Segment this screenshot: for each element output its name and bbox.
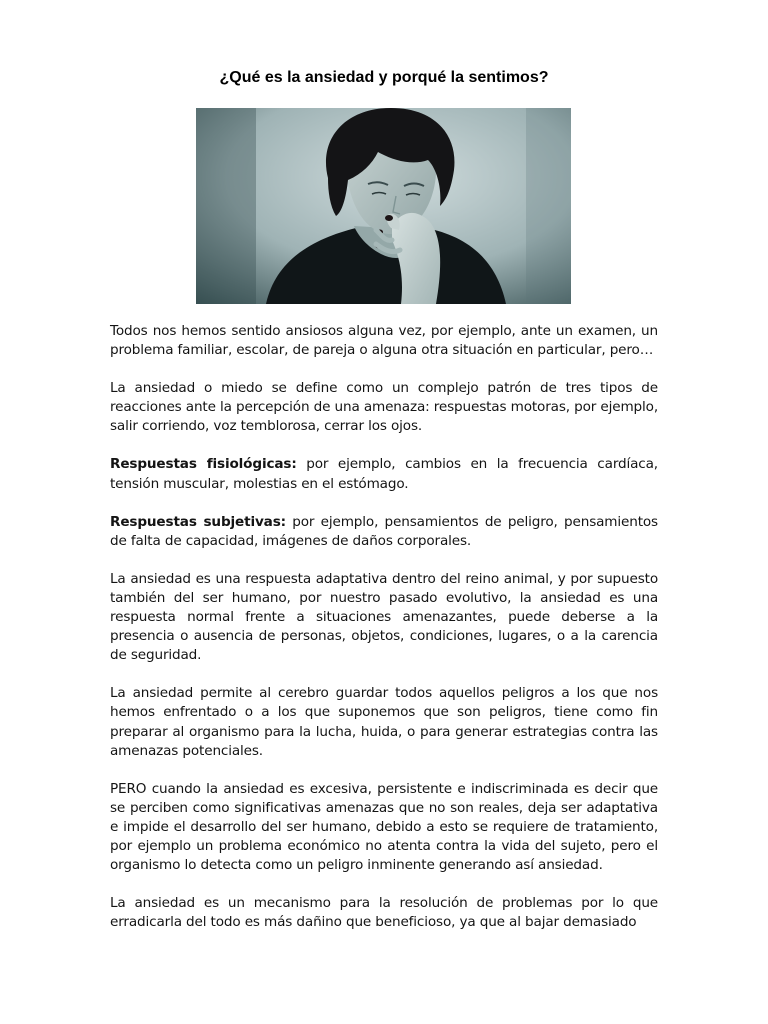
article-body [110,322,658,951]
paragraph-text: La ansiedad es una respuesta adaptativa dentro del reino animal, y por supuesto también del ser humano, por nuestro pasado evolutivo, la ansiedad es una respuesta normal frente a situaciones amenazantes, puede deberse a la presencia o ausencia de personas, objetos, condiciones, lugares, o a la carencia de seguridad. [110,570,658,664]
paragraph-text: La ansiedad permite al cerebro guardar todos aquellos peligros a los que nos hemos enfrentado o a los que suponemos que son peligros, tiene como fin preparar al organismo para la lucha, huida, o para generar estrategias contra las amenazas potenciales. [110,685,658,759]
paragraph-2 [110,379,658,436]
page-title: ¿Qué es la ansiedad y porqué la sentimos? [219,69,549,86]
paragraph-4 [110,513,658,551]
paragraph-text: La ansiedad o miedo se define como un complejo patrón de tres tipos de reacciones ante la percepción de una amenaza: respuestas motoras, por ejemplo, salir corriendo, voz temblorosa, cerrar los ojos. [110,380,658,435]
paragraph-7 [110,780,658,875]
paragraph-5 [110,570,658,665]
paragraph-1 [110,322,658,360]
paragraph-text: por ejemplo, cambios en la frecuencia cardíaca, tensión muscular, molestias en el estómago. [110,456,658,492]
paragraph-lead: Respuestas subjetivas: [110,513,286,530]
paragraph-text: La ansiedad es un mecanismo para la resolución de problemas por lo que erradicarla del todo es más dañino que beneficioso, ya que al bajar demasiado [110,895,658,931]
paragraph-lead: Respuestas fisiológicas: [110,456,297,473]
paragraph-6 [110,684,658,760]
paragraph-8 [110,894,658,932]
paragraph-3 [110,455,658,493]
photo-illustration [196,108,571,304]
paragraph-text: por ejemplo, pensamientos de peligro, pensamientos de falta de capacidad, imágenes de daños corporales. [110,513,658,549]
anxious-woman-photo [196,108,571,304]
paragraph-text: Todos nos hemos sentido ansiosos alguna vez, por ejemplo, ante un examen, un problema familiar, escolar, de pareja o alguna otra situación en particular, pero… [110,323,658,359]
paragraph-text: PERO cuando la ansiedad es excesiva, persistente e indiscriminada es decir que se perciben como significativas amenazas que no son reales, deja ser adaptativa e impide el desarrollo del ser humano, debido a esto se requiere de tratamiento, por ejemplo un problema económico no atenta contra la vida del sujeto, pero el organismo lo detecta como un peligro inminente generando así ansiedad. [110,780,658,874]
